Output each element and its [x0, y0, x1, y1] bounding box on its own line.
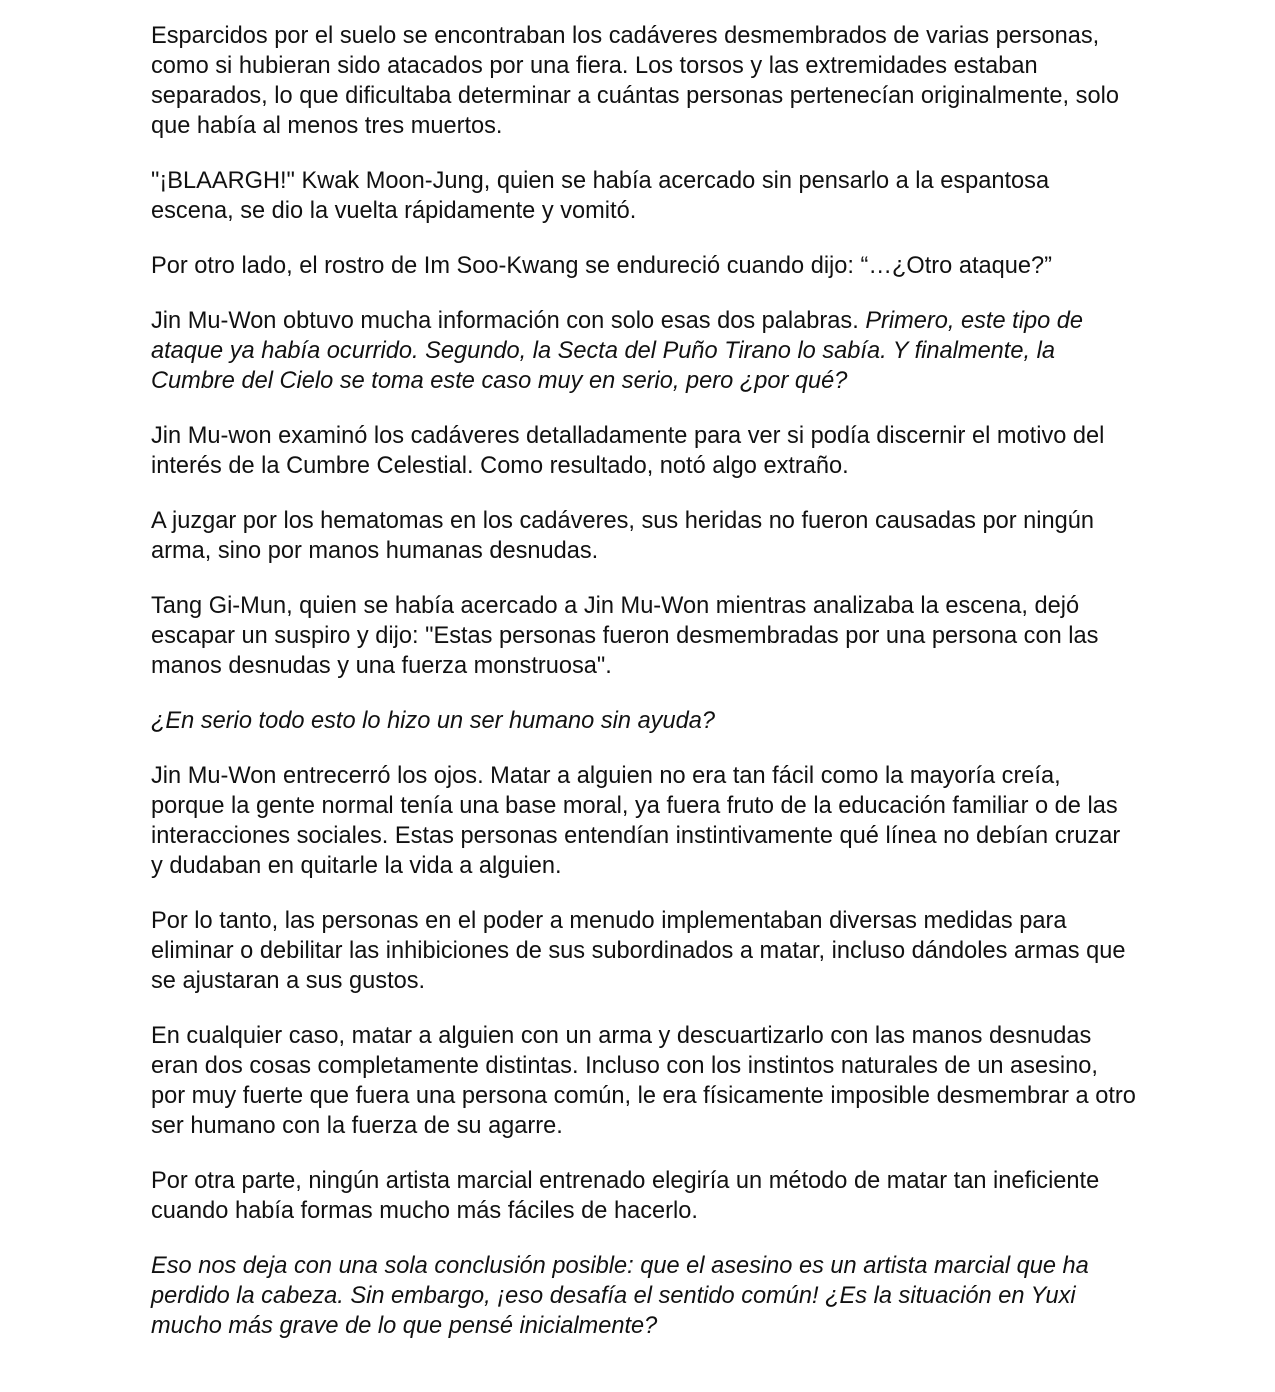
paragraph-4: [151, 306, 1136, 396]
body-text: [151, 21, 1136, 1366]
paragraph-text: En cualquier caso, matar a alguien con un arma y descuartizarlo con las manos desnudas eran dos cosas completamente distintas. Incluso con los instintos naturales de un asesino, por muy fuerte que fuera una persona común, le era físicamente imposible desmembrar a otro ser humano con la fuerza de su agarre.: [151, 1023, 1136, 1139]
paragraph-text: Esparcidos por el suelo se encontraban los cadáveres desmembrados de varias personas, como si hubieran sido atacados por una fiera. Los torsos y las extremidades estaban separados, lo que dificultaba determinar a cuántas personas pertenecían originalmente, solo que había al menos tres muertos.: [151, 23, 1119, 139]
paragraph-text: Tang Gi-Mun, quien se había acercado a Jin Mu-Won mientras analizaba la escena, dejó escapar un suspiro y dijo: "Estas personas fueron desmembradas por una persona con las manos desnudas y una fuerza monstruosa".: [151, 593, 1099, 679]
paragraph-text: Por otro lado, el rostro de Im Soo-Kwang se endureció cuando dijo: “…¿Otro ataque?”: [151, 253, 1052, 279]
paragraph-10: [151, 906, 1136, 996]
paragraph-5: [151, 421, 1136, 481]
paragraph-1: [151, 21, 1136, 141]
paragraph-text: "¡BLAARGH!" Kwak Moon-Jung, quien se había acercado sin pensarlo a la espantosa escena, se dio la vuelta rápidamente y vomitó.: [151, 168, 1050, 224]
paragraph-inner-thought: ¿En serio todo esto lo hizo un ser humano sin ayuda?: [151, 708, 715, 734]
paragraph-6: [151, 506, 1136, 566]
paragraph-13: [151, 1251, 1136, 1341]
paragraph-7: [151, 591, 1136, 681]
paragraph-text: Jin Mu-Won entrecerró los ojos. Matar a alguien no era tan fácil como la mayoría creía, porque la gente normal tenía una base moral, ya fuera fruto de la educación familiar o de las interacciones sociales. Estas personas entendían instintivamente qué línea no debían cruzar y dudaban en quitarle la vida a alguien.: [151, 763, 1121, 879]
paragraph-text: Por otra parte, ningún artista marcial entrenado elegiría un método de matar tan ineficiente cuando había formas mucho más fáciles de hacerlo.: [151, 1168, 1100, 1224]
paragraph-8: [151, 706, 1136, 736]
paragraph-text: Por lo tanto, las personas en el poder a menudo implementaban diversas medidas para eliminar o debilitar las inhibiciones de sus subordinados a matar, incluso dándoles armas que se ajustaran a sus gustos.: [151, 908, 1126, 994]
paragraph-text: Jin Mu-won examinó los cadáveres detalladamente para ver si podía discernir el motivo del interés de la Cumbre Celestial. Como resultado, notó algo extraño.: [151, 423, 1105, 479]
paragraph-inner-thought: Eso nos deja con una sola conclusión posible: que el asesino es un artista marcial que ha perdido la cabeza. Sin embargo, ¡eso desafía el sentido común! ¿Es la situación en Yuxi mucho más grave de lo que pensé inicialmente?: [151, 1253, 1089, 1339]
paragraph-inner-thought: Primero, este tipo de ataque ya había ocurrido. Segundo, la Secta del Puño Tirano lo sabía. Y finalmente, la Cumbre del Cielo se toma este caso muy en serio, pero ¿por qué?: [151, 308, 1084, 394]
paragraph-text: A juzgar por los hematomas en los cadáveres, sus heridas no fueron causadas por ningún arma, sino por manos humanas desnudas.: [151, 508, 1095, 564]
paragraph-3: [151, 251, 1136, 281]
paragraph-9: [151, 761, 1136, 881]
paragraph-text: Jin Mu-Won obtuvo mucha información con solo esas dos palabras.: [151, 308, 866, 334]
paragraph-12: [151, 1166, 1136, 1226]
paragraph-11: [151, 1021, 1136, 1141]
paragraph-2: [151, 166, 1136, 226]
